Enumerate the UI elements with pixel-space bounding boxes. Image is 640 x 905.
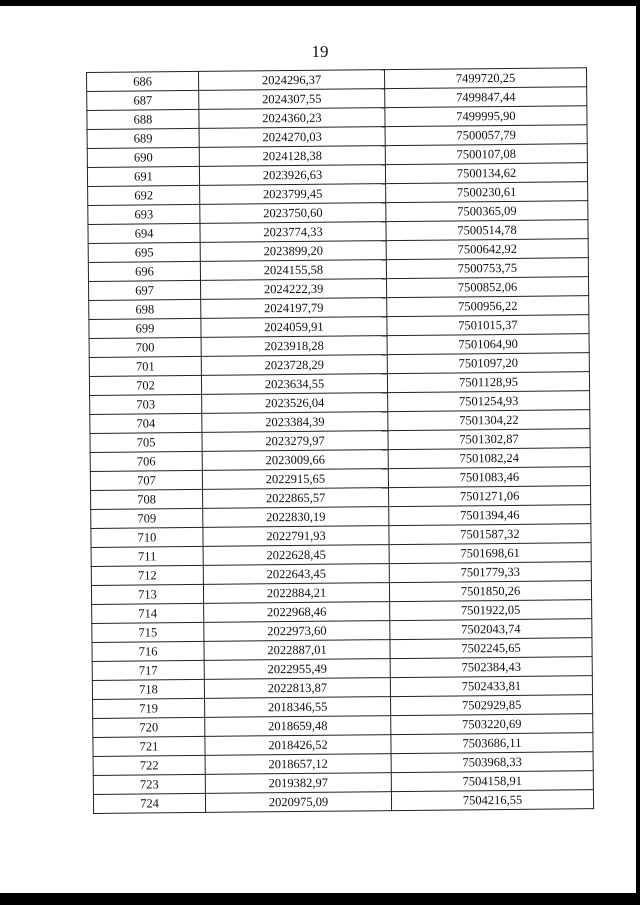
x-coordinate-cell: 2022973,60 (204, 621, 390, 642)
x-coordinate-cell: 2023384,39 (202, 412, 388, 433)
x-coordinate-cell: 2023926,63 (199, 165, 385, 186)
y-coordinate-cell: 7501587,32 (389, 524, 591, 545)
y-coordinate-cell: 7504216,55 (391, 790, 593, 811)
point-number-cell: 723 (93, 774, 205, 794)
x-coordinate-cell: 2024296,37 (198, 70, 384, 91)
x-coordinate-cell: 2023526,04 (202, 393, 388, 414)
y-coordinate-cell: 7500514,78 (386, 220, 588, 241)
point-number-cell: 702 (89, 375, 201, 395)
x-coordinate-cell: 2023728,29 (201, 355, 387, 376)
point-number-cell: 686 (87, 71, 199, 91)
x-coordinate-cell: 2018426,52 (205, 735, 391, 756)
y-coordinate-cell: 7501128,95 (387, 372, 589, 393)
x-coordinate-cell: 2022865,57 (203, 488, 389, 509)
point-number-cell: 690 (87, 147, 199, 167)
table-row (93, 790, 593, 814)
x-coordinate-cell: 2024222,39 (201, 279, 387, 300)
x-coordinate-cell: 2018657,12 (205, 754, 391, 775)
x-coordinate-cell: 2024128,38 (199, 146, 385, 167)
point-number-cell: 714 (92, 603, 204, 623)
x-coordinate-cell: 2022955,49 (204, 659, 390, 680)
scan-border-bottom (0, 893, 640, 905)
x-coordinate-cell: 2023899,20 (200, 241, 386, 262)
point-number-cell: 712 (91, 565, 203, 585)
y-coordinate-cell: 7501698,61 (389, 543, 591, 564)
point-number-cell: 710 (91, 527, 203, 547)
y-coordinate-cell: 7501922,05 (390, 600, 592, 621)
y-coordinate-cell: 7502245,65 (390, 638, 592, 659)
point-number-cell: 705 (90, 432, 202, 452)
y-coordinate-cell: 7501082,24 (388, 448, 590, 469)
y-coordinate-cell: 7500642,92 (386, 239, 588, 260)
coordinates-table (86, 67, 594, 814)
y-coordinate-cell: 7500230,61 (386, 182, 588, 203)
x-coordinate-cell: 2024197,79 (201, 298, 387, 319)
point-number-cell: 693 (88, 204, 200, 224)
y-coordinate-cell: 7503968,33 (391, 752, 593, 773)
y-coordinate-cell: 7500134,62 (385, 163, 587, 184)
point-number-cell: 722 (93, 755, 205, 775)
y-coordinate-cell: 7501083,46 (388, 467, 590, 488)
x-coordinate-cell: 2022915,65 (202, 469, 388, 490)
point-number-cell: 721 (93, 736, 205, 756)
y-coordinate-cell: 7502433,81 (390, 676, 592, 697)
y-coordinate-cell: 7502929,85 (391, 695, 593, 716)
point-number-cell: 718 (92, 679, 204, 699)
y-coordinate-cell: 7501015,37 (387, 315, 589, 336)
x-coordinate-cell: 2024270,03 (199, 127, 385, 148)
y-coordinate-cell: 7502384,43 (390, 657, 592, 678)
point-number-cell: 711 (91, 546, 203, 566)
x-coordinate-cell: 2022813,87 (204, 678, 390, 699)
y-coordinate-cell: 7504158,91 (391, 771, 593, 792)
scan-border-top (0, 0, 640, 6)
x-coordinate-cell: 2024307,55 (199, 89, 385, 110)
y-coordinate-cell: 7500107,08 (385, 144, 587, 165)
x-coordinate-cell: 2022830,19 (203, 507, 389, 528)
x-coordinate-cell: 2022884,21 (203, 583, 389, 604)
point-number-cell: 717 (92, 660, 204, 680)
coordinates-table-container (86, 67, 593, 814)
y-coordinate-cell: 7501779,33 (389, 562, 591, 583)
point-number-cell: 701 (89, 356, 201, 376)
y-coordinate-cell: 7503686,11 (391, 733, 593, 754)
y-coordinate-cell: 7499995,90 (385, 106, 587, 127)
y-coordinate-cell: 7501304,22 (388, 410, 590, 431)
x-coordinate-cell: 2020975,09 (205, 792, 391, 813)
x-coordinate-cell: 2019382,97 (205, 773, 391, 794)
y-coordinate-cell: 7500852,06 (386, 277, 588, 298)
point-number-cell: 687 (87, 90, 199, 110)
point-number-cell: 707 (90, 470, 202, 490)
point-number-cell: 724 (93, 793, 205, 813)
x-coordinate-cell: 2018659,48 (205, 716, 391, 737)
point-number-cell: 708 (91, 489, 203, 509)
scan-border-right (636, 0, 640, 905)
y-coordinate-cell: 7501064,90 (387, 334, 589, 355)
x-coordinate-cell: 2024059,91 (201, 317, 387, 338)
point-number-cell: 691 (87, 166, 199, 186)
point-number-cell: 713 (91, 584, 203, 604)
point-number-cell: 703 (90, 394, 202, 414)
point-number-cell: 700 (89, 337, 201, 357)
y-coordinate-cell: 7501302,87 (388, 429, 590, 450)
point-number-cell: 688 (87, 109, 199, 129)
y-coordinate-cell: 7500057,79 (385, 125, 587, 146)
x-coordinate-cell: 2023750,60 (200, 203, 386, 224)
page-number: 19 (311, 42, 329, 61)
point-number-cell: 699 (89, 318, 201, 338)
x-coordinate-cell: 2023774,33 (200, 222, 386, 243)
y-coordinate-cell: 7503220,69 (391, 714, 593, 735)
x-coordinate-cell: 2023918,28 (201, 336, 387, 357)
point-number-cell: 695 (88, 242, 200, 262)
x-coordinate-cell: 2022791,93 (203, 526, 389, 547)
x-coordinate-cell: 2024155,58 (200, 260, 386, 281)
point-number-cell: 720 (93, 717, 205, 737)
point-number-cell: 697 (89, 280, 201, 300)
y-coordinate-cell: 7500365,09 (386, 201, 588, 222)
coordinates-table-body (87, 68, 594, 814)
x-coordinate-cell: 2018346,55 (205, 697, 391, 718)
x-coordinate-cell: 2023279,97 (202, 431, 388, 452)
point-number-cell: 698 (89, 299, 201, 319)
point-number-cell: 692 (88, 185, 200, 205)
y-coordinate-cell: 7499847,44 (385, 87, 587, 108)
point-number-cell: 709 (91, 508, 203, 528)
x-coordinate-cell: 2023799,45 (200, 184, 386, 205)
y-coordinate-cell: 7500956,22 (387, 296, 589, 317)
y-coordinate-cell: 7500753,75 (386, 258, 588, 279)
point-number-cell: 704 (90, 413, 202, 433)
point-number-cell: 715 (92, 622, 204, 642)
point-number-cell: 694 (88, 223, 200, 243)
point-number-cell: 706 (90, 451, 202, 471)
y-coordinate-cell: 7502043,74 (390, 619, 592, 640)
y-coordinate-cell: 7499720,25 (384, 68, 586, 89)
x-coordinate-cell: 2022643,45 (203, 564, 389, 585)
point-number-cell: 719 (93, 698, 205, 718)
point-number-cell: 689 (87, 128, 199, 148)
point-number-cell: 716 (92, 641, 204, 661)
y-coordinate-cell: 7501271,06 (389, 486, 591, 507)
y-coordinate-cell: 7501097,20 (387, 353, 589, 374)
point-number-cell: 696 (88, 261, 200, 281)
y-coordinate-cell: 7501254,93 (388, 391, 590, 412)
x-coordinate-cell: 2024360,23 (199, 108, 385, 129)
x-coordinate-cell: 2022628,45 (203, 545, 389, 566)
x-coordinate-cell: 2023009,66 (202, 450, 388, 471)
y-coordinate-cell: 7501394,46 (389, 505, 591, 526)
y-coordinate-cell: 7501850,26 (389, 581, 591, 602)
x-coordinate-cell: 2023634,55 (201, 374, 387, 395)
x-coordinate-cell: 2022968,46 (204, 602, 390, 623)
x-coordinate-cell: 2022887,01 (204, 640, 390, 661)
